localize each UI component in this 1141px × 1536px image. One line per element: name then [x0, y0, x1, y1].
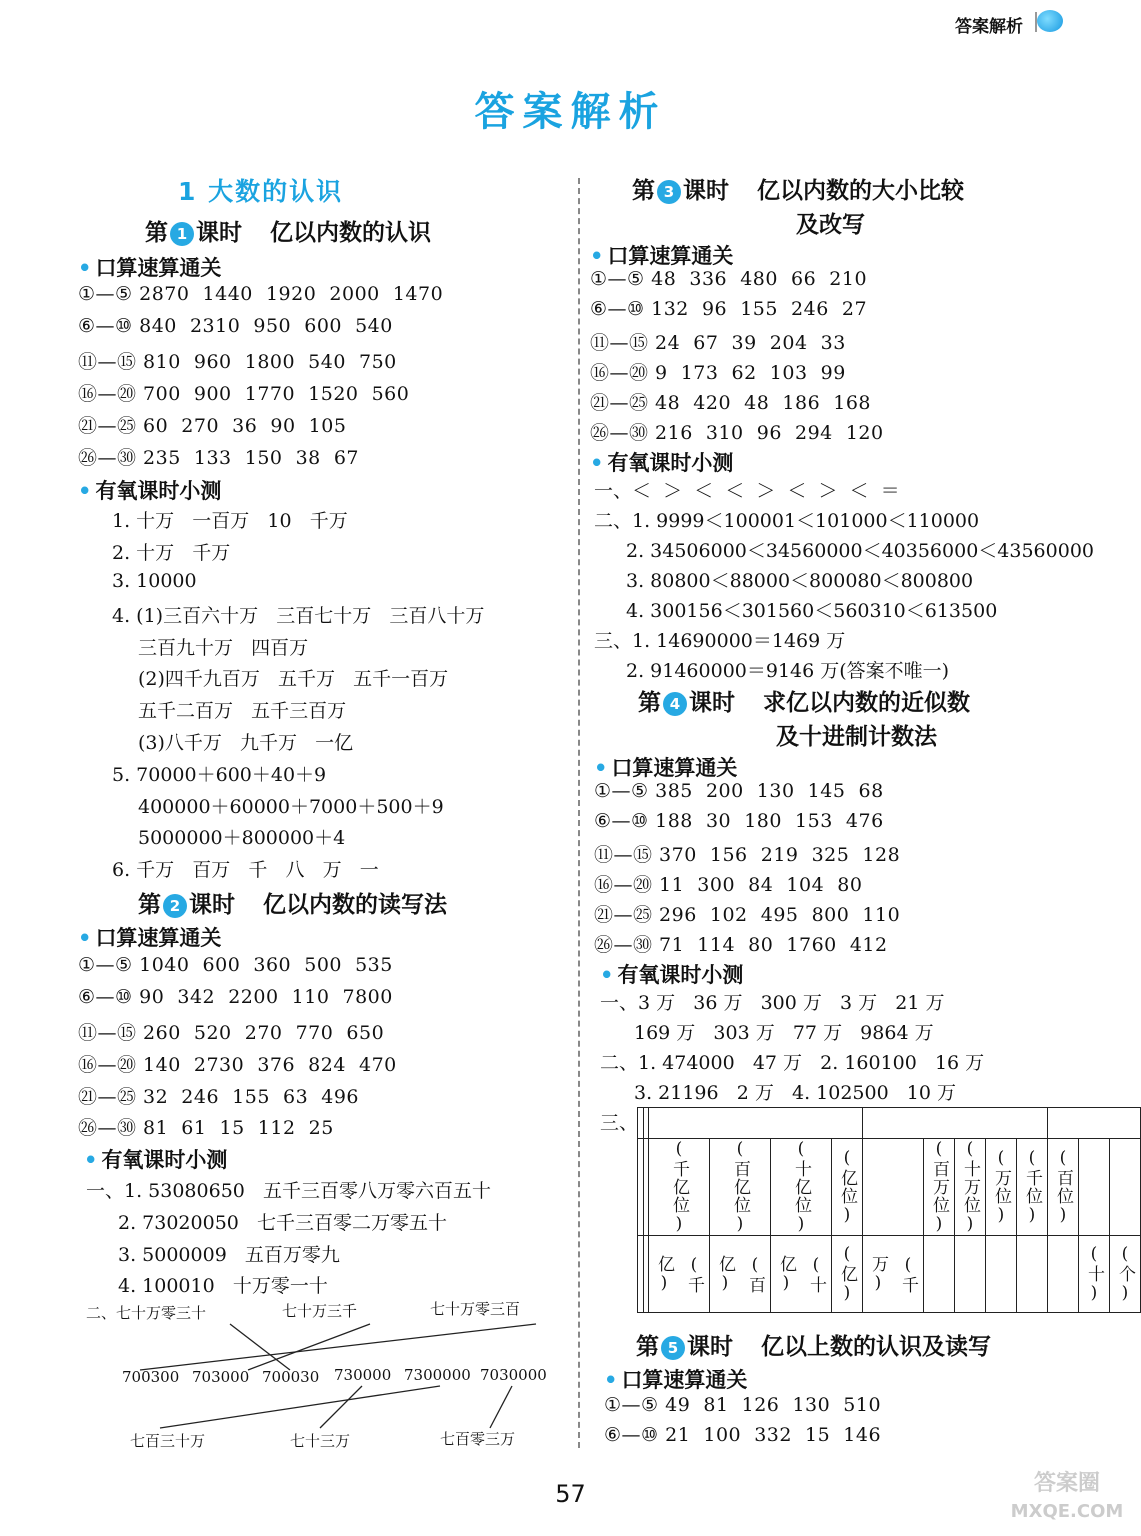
lesson-number-badge: 2 [163, 894, 187, 918]
table-cell [1048, 1236, 1079, 1313]
page-title: 答案解析 [474, 89, 667, 135]
watermark-logo [1007, 1470, 1127, 1530]
quiz-line: 2. 73020050 七千三百零二万零五十 [118, 1212, 447, 1234]
table-cell: (万位) [986, 1139, 1017, 1236]
quiz-line: 3. 10000 [112, 570, 197, 592]
answer-row: ⑪—⑮ 260 520 270 770 650 [78, 1022, 385, 1044]
match-mid-item: 703000 [192, 1368, 250, 1386]
match-top-item: 七十万三千 [282, 1302, 358, 1320]
header-tag: 答案解析 [955, 17, 1023, 37]
table-cell: (百亿) [710, 1236, 771, 1313]
match-mid-item: 730000 [334, 1366, 392, 1384]
answer-row: ㉑—㉕ 48 420 48 186 168 [590, 392, 872, 414]
lesson-1-heading [145, 214, 431, 247]
table-cell [1079, 1139, 1110, 1236]
answer-row: ⑥—⑩ 90 342 2200 110 7800 [78, 986, 393, 1008]
match-line [160, 1386, 440, 1428]
match-bot-item: 七百零三万 [440, 1430, 516, 1448]
table-cell: (亿) [832, 1236, 863, 1313]
table-cell: (十亿位) [771, 1139, 832, 1236]
quiz-line: 1. 十万 一百万 10 千万 [112, 510, 348, 532]
answer-row: ①—⑤ 385 200 130 145 68 [594, 780, 884, 802]
lesson-prefix: 第 [145, 220, 168, 246]
quiz-line: 169 万 303 万 77 万 9864 万 [634, 1022, 934, 1044]
lesson-number-badge: 5 [661, 1336, 685, 1360]
quiz-line: 4. 300156＜301560＜560310＜613500 [626, 600, 998, 622]
answer-row: ㉖—㉚ 216 310 96 294 120 [590, 422, 884, 444]
match-line [320, 1386, 362, 1428]
subheading-oral: • 口算速算通关 [604, 1364, 747, 1394]
answer-row: ⑯—⑳ 700 900 1770 1520 560 [78, 383, 410, 405]
table-cell: (千亿位) [649, 1139, 710, 1236]
quiz-line: 3. 80800＜88000＜800080＜800800 [626, 570, 974, 592]
answer-row: ㉖—㉚ 81 61 15 112 25 [78, 1117, 334, 1139]
column-divider [578, 178, 580, 1448]
lesson-name: 亿以上数的认识及读写 [761, 1334, 991, 1360]
table-cell: (百万位) [924, 1139, 955, 1236]
answer-row: ⑥—⑩ 132 96 155 246 27 [590, 298, 868, 320]
lesson-suffix: 课时 [683, 178, 729, 204]
lesson-5-heading [636, 1328, 991, 1361]
quiz-line: 3. 21196 2 万 4. 102500 10 万 [634, 1082, 957, 1104]
answer-row: ㉖—㉚ 235 133 150 38 67 [78, 447, 360, 469]
quiz-line: 2. 34506000＜34560000＜40356000＜43560000 [626, 540, 1094, 562]
lesson-2-heading [138, 886, 447, 919]
lesson-prefix: 第 [632, 178, 655, 204]
answer-row: ㉖—㉚ 71 114 80 1760 412 [594, 934, 888, 956]
answer-row: ①—⑤ 1040 600 360 500 535 [78, 954, 393, 976]
quiz-line: (2)四千九百万 五千万 五千一百万 [138, 668, 449, 690]
quiz-line: 2. 91460000＝9146 万(答案不唯一) [626, 660, 950, 682]
lesson-suffix: 课时 [687, 1334, 733, 1360]
quiz-line: (3)八千万 九千万 一亿 [138, 732, 354, 754]
answer-row: ⑥—⑩ 21 100 332 15 146 [604, 1424, 882, 1446]
lesson-prefix: 第 [636, 1334, 659, 1360]
subheading-oral: • 口算速算通关 [594, 752, 737, 782]
quiz-line: 一、3 万 36 万 300 万 3 万 21 万 [600, 992, 945, 1014]
watermark-text: 答案圈 [1033, 1471, 1100, 1496]
quiz-line: 二、1. 474000 47 万 2. 160100 16 万 [600, 1052, 985, 1074]
page-number: 57 [555, 1480, 586, 1508]
table-cell: (百亿位) [710, 1139, 771, 1236]
place-value-table [637, 1107, 1141, 1313]
quiz-line: 五千二百万 五千三百万 [138, 700, 347, 722]
lesson-name: 求亿以内数的近似数 [763, 690, 970, 716]
table-cell: (千位) [1017, 1139, 1048, 1236]
quiz-line: 5000000＋800000＋4 [138, 827, 346, 849]
answer-row: ⑪—⑮ 810 960 1800 540 750 [78, 351, 397, 373]
quiz-line: 6. 千万 百万 千 八 万 一 [112, 859, 379, 881]
lesson-suffix: 课时 [689, 690, 735, 716]
match-mid-item: 7300000 [404, 1366, 471, 1384]
table-cell: (千亿) [649, 1236, 710, 1313]
watermark-url: MXQE.COM [1010, 1501, 1124, 1522]
quiz-line: 三、1. 14690000＝1469 万 [594, 630, 846, 652]
lesson-name: 亿以内数的大小比较 [757, 178, 964, 204]
match-top-item: 七十万零三百 [430, 1300, 521, 1318]
quiz-line: 2. 十万 千万 [112, 542, 231, 564]
answer-row: ㉑—㉕ 60 270 36 90 105 [78, 415, 347, 437]
answer-row: ①—⑤ 48 336 480 66 210 [590, 268, 868, 290]
match-label-text: 二、 [86, 1304, 117, 1322]
match-bot-item: 七百三十万 [130, 1432, 206, 1450]
quiz-line: 二、1. 9999＜100001＜101000＜110000 [594, 510, 980, 532]
table-cell: (百位) [1048, 1139, 1079, 1236]
answer-row: ①—⑤ 2870 1440 1920 2000 1470 [78, 283, 444, 305]
table-cell [986, 1236, 1017, 1313]
lesson-suffix: 课时 [189, 892, 235, 918]
match-line [490, 1386, 512, 1428]
table-cell: (十亿) [771, 1236, 832, 1313]
match-line [248, 1324, 370, 1370]
quiz-line: 三百九十万 四百万 [138, 637, 309, 659]
answer-row: ⑥—⑩ 840 2310 950 600 540 [78, 315, 393, 337]
lesson-name: 亿以内数的认识 [270, 220, 431, 246]
header-ball-icon [1037, 10, 1063, 32]
subheading-quiz: • 有氧课时小测 [78, 475, 221, 505]
quiz-line: 400000＋60000＋7000＋500＋9 [138, 796, 444, 818]
subheading-oral: • 口算速算通关 [78, 922, 221, 952]
subheading-quiz: • 有氧课时小测 [600, 959, 743, 989]
lesson-prefix: 第 [138, 892, 161, 918]
match-mid-item: 7030000 [480, 1366, 547, 1384]
quiz-line: 一、＜ ＞ ＜ ＜ ＞ ＜ ＞ ＜ ＝ [594, 480, 900, 502]
table-cell [924, 1236, 955, 1313]
match-bot-item: 七十三万 [290, 1432, 351, 1450]
table-label: 三、 [600, 1112, 639, 1134]
lesson-number-badge: 3 [657, 180, 681, 204]
lesson-prefix: 第 [638, 690, 661, 716]
table-cell: (亿位) [832, 1139, 863, 1236]
answer-row: ⑪—⑮ 370 156 219 325 128 [594, 844, 901, 866]
quiz-line: 3. 5000009 五百万零九 [118, 1244, 340, 1266]
answer-row: ⑪—⑮ 24 67 39 204 33 [590, 332, 846, 354]
lesson-3-heading-line2: 及改写 [796, 212, 865, 238]
table-cell [1017, 1236, 1048, 1313]
quiz-line: 4. (1)三百六十万 三百七十万 三百八十万 [112, 605, 485, 627]
answer-row: ⑯—⑳ 140 2730 376 824 470 [78, 1054, 397, 1076]
answer-row: ㉑—㉕ 296 102 495 800 110 [594, 904, 901, 926]
table-cell [1110, 1139, 1141, 1236]
answer-row: ⑥—⑩ 188 30 180 153 476 [594, 810, 884, 832]
answer-row: ⑯—⑳ 11 300 84 104 80 [594, 874, 863, 896]
quiz-line: 4. 100010 十万零一十 [118, 1275, 328, 1297]
table-cell: (十) [1079, 1236, 1110, 1313]
lesson-4-heading-line2: 及十进制计数法 [776, 724, 937, 750]
table-cell [955, 1236, 986, 1313]
table-cell [863, 1139, 924, 1236]
match-mid-item: 700300 [122, 1368, 180, 1386]
quiz-line: 5. 70000＋600＋40＋9 [112, 764, 327, 786]
lesson-number-badge: 4 [663, 692, 687, 716]
quiz-line: 一、1. 53080650 五千三百零八万零六百五十 [86, 1180, 491, 1202]
subheading-oral: • 口算速算通关 [78, 252, 221, 282]
answer-row: ⑯—⑳ 9 173 62 103 99 [590, 362, 846, 384]
subheading-oral: • 口算速算通关 [590, 240, 733, 270]
lesson-4-heading [638, 684, 970, 717]
match-line [230, 1324, 290, 1370]
match-mid-item: 700030 [262, 1368, 320, 1386]
lesson-suffix: 课时 [196, 220, 242, 246]
match-top-item: 七十万零三十 [116, 1304, 207, 1322]
table-cell: (千万) [863, 1236, 924, 1313]
subheading-quiz: • 有氧课时小测 [84, 1144, 227, 1174]
subheading-quiz: • 有氧课时小测 [590, 447, 733, 477]
section-title: 1 大数的认识 [178, 177, 344, 206]
table-cell: (个) [1110, 1236, 1141, 1313]
table-cell: (十万位) [955, 1139, 986, 1236]
lesson-number-badge: 1 [170, 222, 194, 246]
lesson-name: 亿以内数的读写法 [263, 892, 447, 918]
answer-row: ①—⑤ 49 81 126 130 510 [604, 1394, 882, 1416]
match-line [140, 1324, 536, 1370]
lesson-3-heading [632, 172, 964, 205]
answer-row: ㉑—㉕ 32 246 155 63 496 [78, 1086, 360, 1108]
